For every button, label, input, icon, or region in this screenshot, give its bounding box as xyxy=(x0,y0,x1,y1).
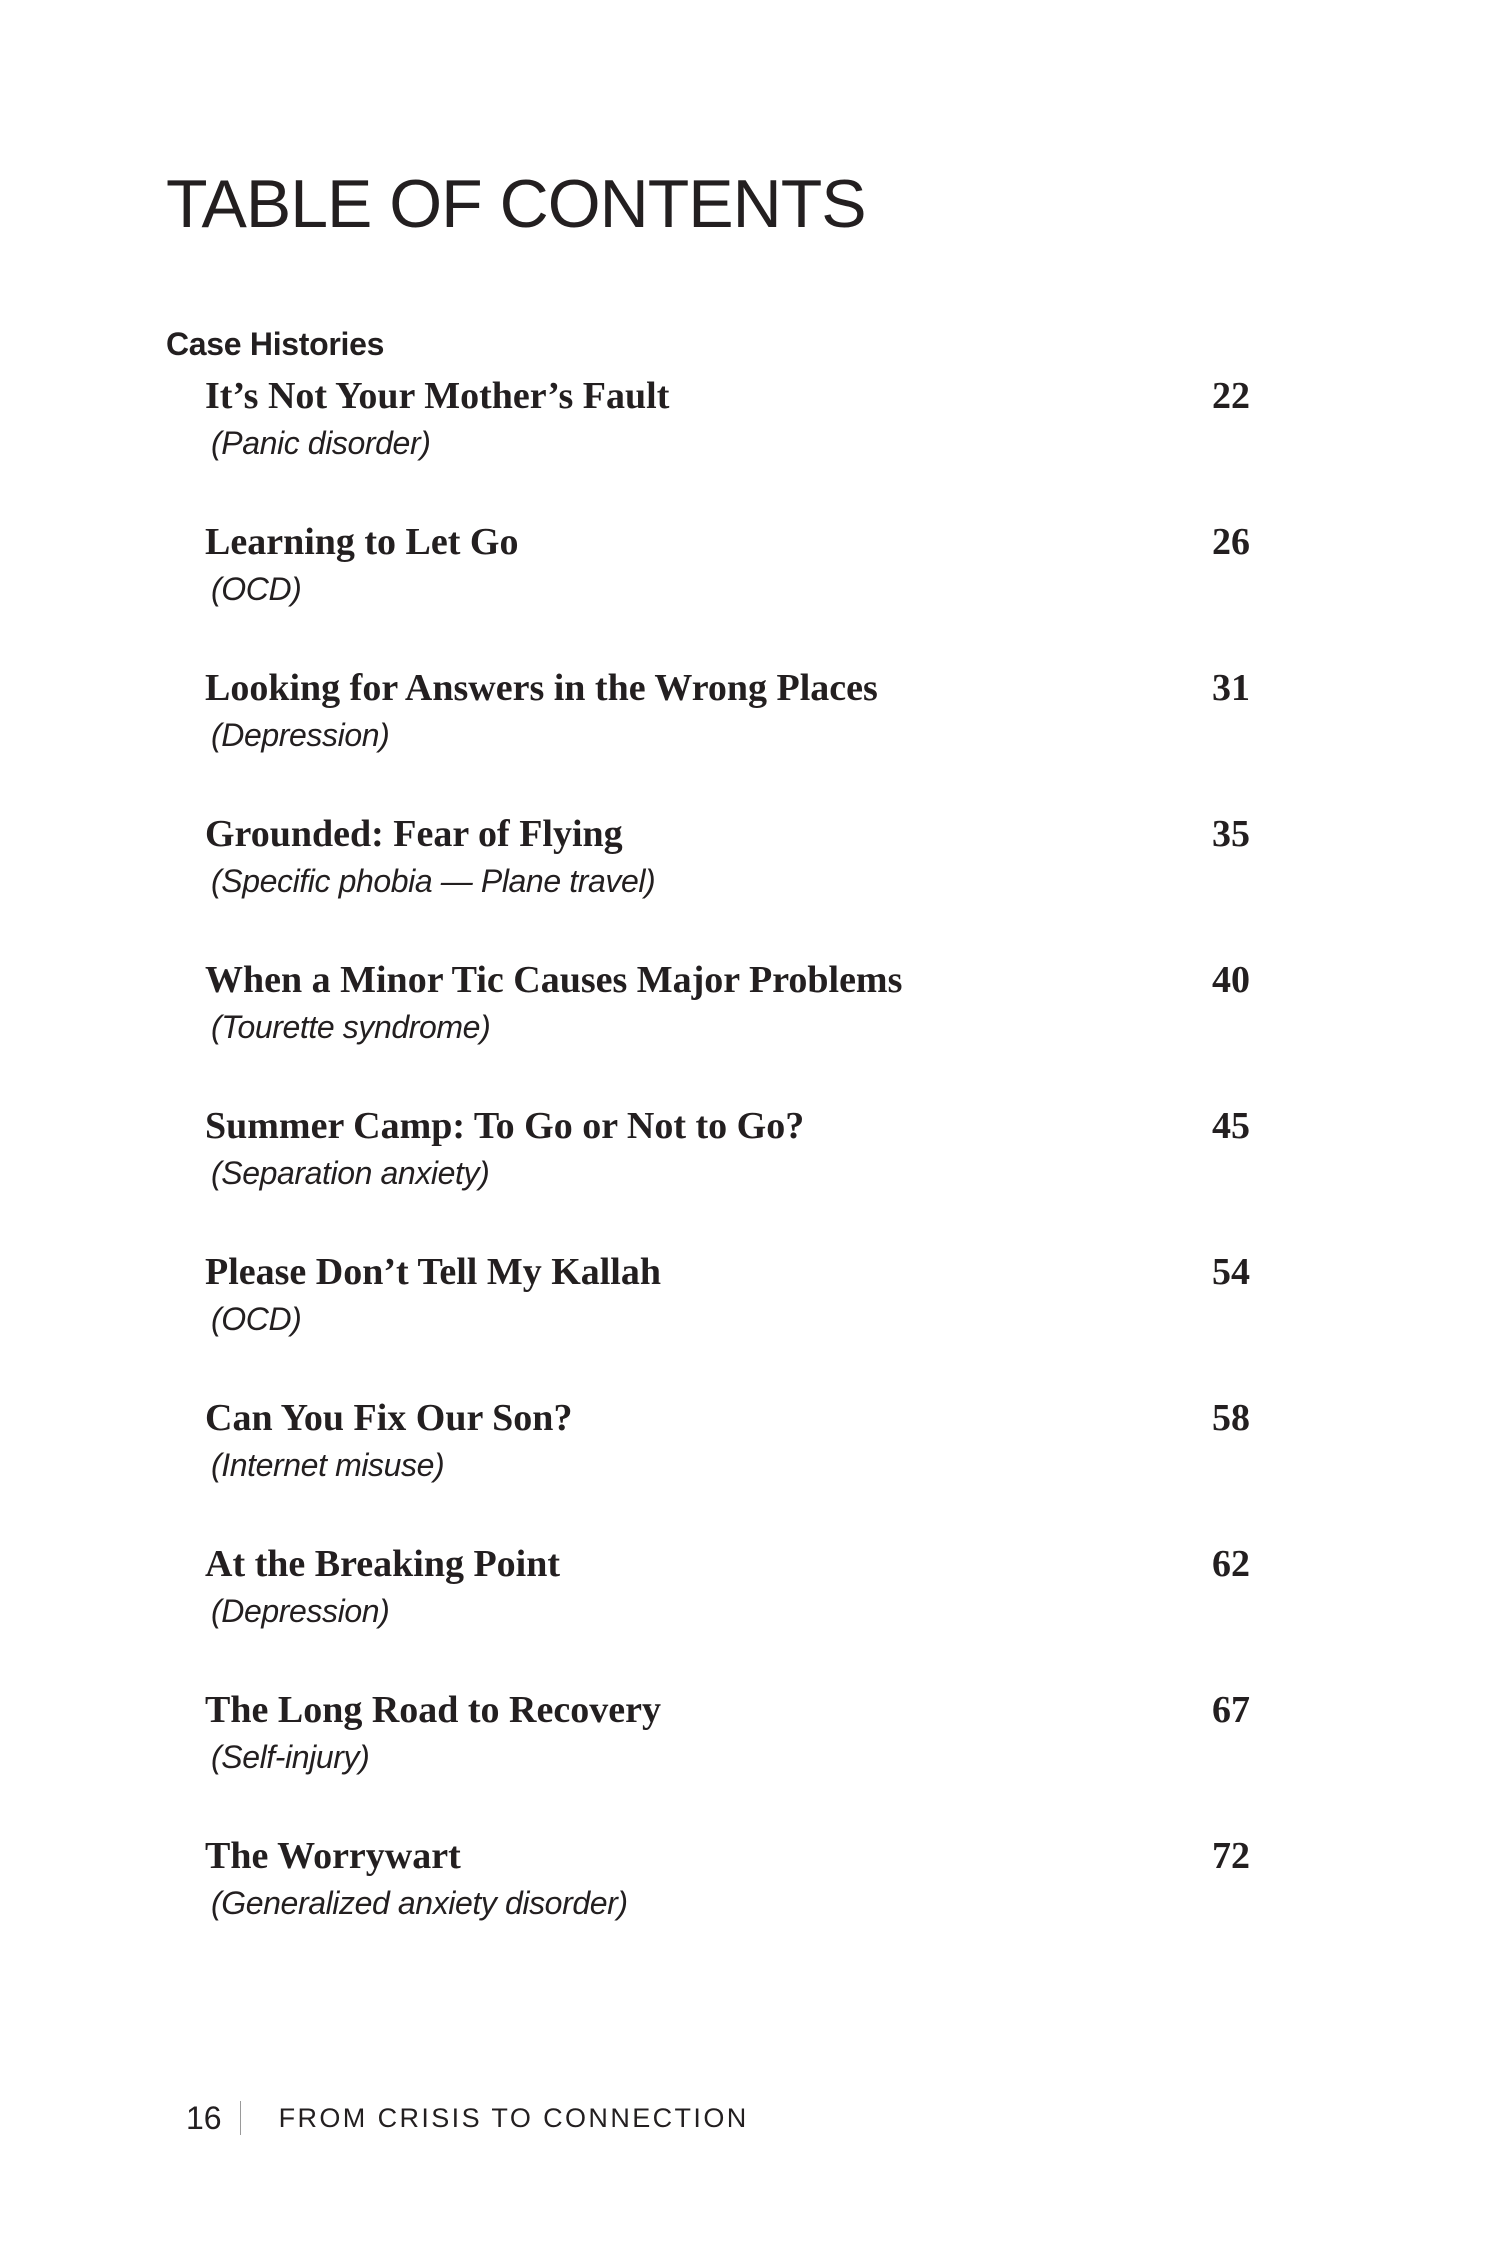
entry-subtitle: (OCD) xyxy=(211,1301,302,1337)
footer-divider xyxy=(240,2101,241,2135)
entry-subtitle: (OCD) xyxy=(211,571,302,607)
toc-entry[interactable] xyxy=(205,1248,1250,1394)
entry-subtitle: (Specific phobia — Plane travel) xyxy=(211,863,656,899)
entry-subtitle: (Depression) xyxy=(211,1593,390,1629)
toc-entry[interactable] xyxy=(205,372,1250,518)
entry-page-number: 40 xyxy=(1212,959,1250,1001)
entry-subtitle: (Internet misuse) xyxy=(211,1447,445,1483)
toc-entry[interactable] xyxy=(205,956,1250,1102)
entry-subtitle: (Panic disorder) xyxy=(211,425,431,461)
entry-title: Grounded: Fear of Flying xyxy=(205,813,623,855)
entry-subtitle: (Separation anxiety) xyxy=(211,1155,490,1191)
toc-entry[interactable] xyxy=(205,810,1250,956)
toc-entry[interactable] xyxy=(205,1686,1250,1832)
entry-page-number: 58 xyxy=(1212,1397,1250,1439)
toc-entry[interactable] xyxy=(205,1540,1250,1686)
entry-title: When a Minor Tic Causes Major Problems xyxy=(205,959,903,1001)
toc-list xyxy=(205,372,1250,1978)
page-title: TABLE OF CONTENTS xyxy=(166,166,866,242)
entry-title: Can You Fix Our Son? xyxy=(205,1397,573,1439)
entry-title: Looking for Answers in the Wrong Places xyxy=(205,667,878,709)
page-footer xyxy=(186,2098,749,2138)
entry-title: It’s Not Your Mother’s Fault xyxy=(205,375,670,417)
page-number: 16 xyxy=(186,2099,222,2136)
entry-page-number: 22 xyxy=(1212,375,1250,417)
entry-subtitle: (Self-injury) xyxy=(211,1739,370,1775)
entry-title: The Long Road to Recovery xyxy=(205,1689,661,1731)
entry-title: Learning to Let Go xyxy=(205,521,519,563)
toc-entry[interactable] xyxy=(205,1394,1250,1540)
toc-entry[interactable] xyxy=(205,1102,1250,1248)
entry-page-number: 35 xyxy=(1212,813,1250,855)
entry-page-number: 26 xyxy=(1212,521,1250,563)
entry-page-number: 67 xyxy=(1212,1689,1250,1731)
running-head: FROM CRISIS TO CONNECTION xyxy=(278,2102,749,2133)
entry-title: The Worrywart xyxy=(205,1835,461,1877)
entry-page-number: 72 xyxy=(1212,1835,1250,1877)
toc-entry[interactable] xyxy=(205,664,1250,810)
entry-page-number: 45 xyxy=(1212,1105,1250,1147)
entry-title: At the Breaking Point xyxy=(205,1543,561,1585)
section-heading: Case Histories xyxy=(166,326,385,362)
entry-title: Please Don’t Tell My Kallah xyxy=(205,1251,661,1293)
entry-page-number: 54 xyxy=(1212,1251,1250,1293)
toc-entry[interactable] xyxy=(205,518,1250,664)
entry-page-number: 62 xyxy=(1212,1543,1250,1585)
entry-subtitle: (Tourette syndrome) xyxy=(211,1009,491,1045)
entry-subtitle: (Generalized anxiety disorder) xyxy=(211,1885,628,1921)
entry-page-number: 31 xyxy=(1212,667,1250,709)
toc-entry[interactable] xyxy=(205,1832,1250,1978)
entry-subtitle: (Depression) xyxy=(211,717,390,753)
entry-title: Summer Camp: To Go or Not to Go? xyxy=(205,1105,805,1147)
